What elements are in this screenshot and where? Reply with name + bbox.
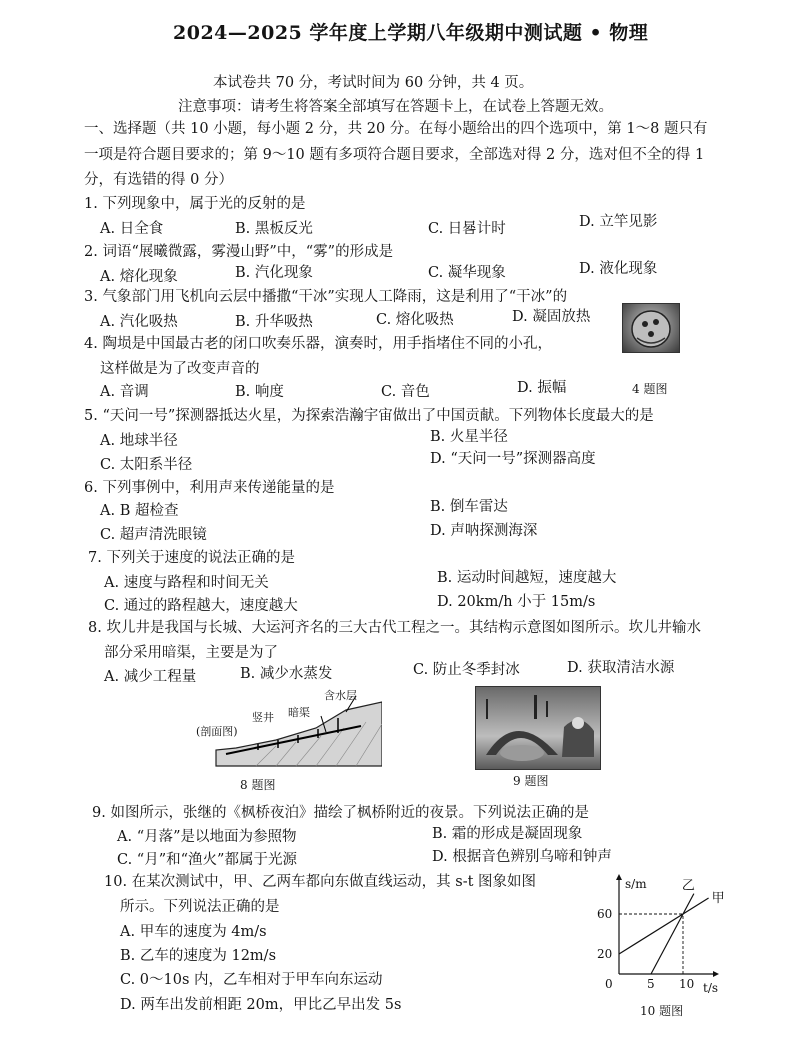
question-8-option-a: A. 减少工程量 (104, 669, 197, 685)
question-2-option-b: B. 汽化现象 (235, 265, 313, 281)
question-2-option-a: A. 熔化现象 (100, 269, 178, 285)
figure-8-caption: 8 题图 (240, 778, 276, 792)
question-10-option-a: A. 甲车的速度为 4m/s (120, 924, 267, 940)
x-axis-label: t/s (703, 981, 719, 995)
question-10-stem-line2: 所示。下列说法正确的是 (120, 899, 280, 915)
question-4-option-b: B. 响度 (235, 384, 284, 400)
question-7-stem: 7. 下列关于速度的说法正确的是 (88, 550, 295, 566)
x-tick-label-2: 10 (679, 977, 695, 991)
karez-label-aquifer: 含水层 (324, 689, 357, 702)
question-9-option-d: D. 根据音色辨别乌啼和钟声 (432, 849, 612, 865)
question-5-option-c: C. 太阳系半径 (100, 457, 193, 473)
question-10-option-b: B. 乙车的速度为 12m/s (120, 948, 277, 964)
question-4-option-c: C. 音色 (381, 384, 430, 400)
question-9-option-c: C. “月”和“渔火”都属于光源 (117, 852, 297, 868)
y-tick-label-1: 60 (597, 907, 613, 921)
st-chart (585, 870, 725, 1000)
question-10-option-c: C. 0～10s 内，乙车相对于甲车向东运动 (120, 972, 383, 988)
question-8-stem-line2: 部分采用暗渠，主要是为了 (104, 645, 278, 661)
question-8-option-d: D. 获取清洁水源 (567, 660, 675, 676)
question-8-option-b: B. 减少水蒸发 (240, 666, 333, 682)
section-instructions-line3: 分，有选错的得 0 分） (84, 172, 233, 188)
figure-9-caption: 9 题图 (513, 774, 549, 788)
x-tick-label-0: 0 (605, 977, 613, 991)
series-label-0: 甲 (711, 891, 725, 906)
series-label-1: 乙 (681, 878, 695, 894)
question-7-option-b: B. 运动时间越短，速度越大 (437, 570, 617, 586)
question-10-stem-line1: 10. 在某次测试中，甲、乙两车都向东做直线运动，其 s-t 图象如图 (104, 874, 537, 890)
karez-diagram (196, 688, 382, 772)
series-line-0 (619, 898, 709, 954)
question-5-option-a: A. 地球半径 (100, 433, 178, 449)
question-3-option-c: C. 熔化吸热 (376, 312, 454, 328)
question-10-option-d: D. 两车出发前相距 20m，甲比乙早出发 5s (120, 997, 402, 1013)
question-1-option-c: C. 日晷计时 (428, 221, 506, 237)
question-1-option-a: A. 日全食 (100, 221, 164, 237)
question-6-stem: 6. 下列事例中，利用声来传递能量的是 (84, 480, 335, 496)
question-9-option-b: B. 霜的形成是凝固现象 (432, 826, 583, 842)
notice: 注意事项：请考生将答案全部填写在答题卡上，在试卷上答题无效。 (178, 99, 613, 115)
question-8-option-c: C. 防止冬季封冰 (413, 662, 520, 678)
ocarina-photo (622, 303, 680, 353)
question-1-stem: 1. 下列现象中，属于光的反射的是 (84, 196, 306, 212)
question-4-option-a: A. 音调 (100, 384, 149, 400)
question-2-option-c: C. 凝华现象 (428, 265, 506, 281)
question-5-option-d: D. “天问一号”探测器高度 (430, 451, 596, 467)
section-instructions-line1: 一、选择题（共 10 小题，每小题 2 分，共 20 分。在每小题给出的四个选项中，第 1～8 题只有 (84, 121, 708, 137)
question-4-stem-line2: 这样做是为了改变声音的 (100, 361, 260, 377)
x-tick-label-1: 5 (647, 977, 655, 991)
section-instructions-line2: 一项是符合题目要求的；第 9～10 题有多项符合题目要求，全部选对得 2 分，选对但不全的得 1 (84, 147, 705, 163)
question-3-stem: 3. 气象部门用飞机向云层中播撒“干冰”实现人工降雨，这是利用了“干冰”的 (84, 289, 568, 305)
y-axis-label: s/m (625, 877, 647, 891)
question-6-option-b: B. 倒车雷达 (430, 499, 508, 515)
question-3-option-d: D. 凝固放热 (512, 309, 591, 325)
page-title: 2024—2025 学年度上学期八年级期中测试题 • 物理 (173, 22, 649, 44)
exam-info: 本试卷共 70 分，考试时间为 60 分钟，共 4 页。 (213, 75, 534, 91)
karez-label-well: 竖井 (252, 711, 274, 724)
question-6-option-d: D. 声呐探测海深 (430, 523, 538, 539)
bridge-icon (476, 687, 600, 769)
question-5-stem: 5. “天问一号”探测器抵达火星，为探索浩瀚宇宙做出了中国贡献。下列物体长度最大的是 (84, 408, 654, 424)
figure-4-caption: 4 题图 (632, 382, 668, 396)
question-7-option-a: A. 速度与路程和时间无关 (104, 575, 269, 591)
y-tick-label-0: 20 (597, 947, 613, 961)
question-9-stem: 9. 如图所示，张继的《枫桥夜泊》描绘了枫桥附近的夜景。下列说法正确的是 (92, 805, 589, 821)
question-5-option-b: B. 火星半径 (430, 429, 508, 445)
question-1-option-b: B. 黑板反光 (235, 221, 313, 237)
question-4-stem-line1: 4. 陶埙是中国最古老的闭口吹奏乐器，演奏时，用手指堵住不同的小孔， (84, 336, 552, 352)
question-3-option-b: B. 升华吸热 (235, 314, 313, 330)
question-8-stem-line1: 8. 坎儿井是我国与长城、大运河齐名的三大古代工程之一。其结构示意图如图所示。坎儿井输水 (88, 620, 701, 636)
y-axis-arrow (616, 874, 622, 880)
karez-label-section: (剖面图) (196, 725, 238, 738)
question-7-option-c: C. 通过的路程越大，速度越大 (104, 598, 298, 614)
question-4-option-d: D. 振幅 (517, 380, 567, 396)
question-9-option-a: A. “月落”是以地面为参照物 (117, 829, 297, 845)
question-6-option-a: A. B 超检查 (100, 503, 179, 519)
question-2-option-d: D. 液化现象 (579, 261, 658, 277)
x-axis-arrow (713, 971, 719, 977)
question-2-stem: 2. 词语“展曦微露，雾漫山野”中，“雾”的形成是 (84, 244, 394, 260)
ocarina-icon (623, 304, 679, 352)
maple-bridge-image (475, 686, 601, 770)
question-3-option-a: A. 汽化吸热 (100, 314, 178, 330)
karez-label-channel: 暗渠 (288, 706, 310, 719)
figure-10-caption: 10 题图 (640, 1004, 684, 1018)
series-line-1 (651, 894, 694, 974)
question-7-option-d: D. 20km/h 小于 15m/s (437, 594, 596, 610)
question-6-option-c: C. 超声清洗眼镜 (100, 527, 207, 543)
question-1-option-d: D. 立竿见影 (579, 214, 658, 230)
